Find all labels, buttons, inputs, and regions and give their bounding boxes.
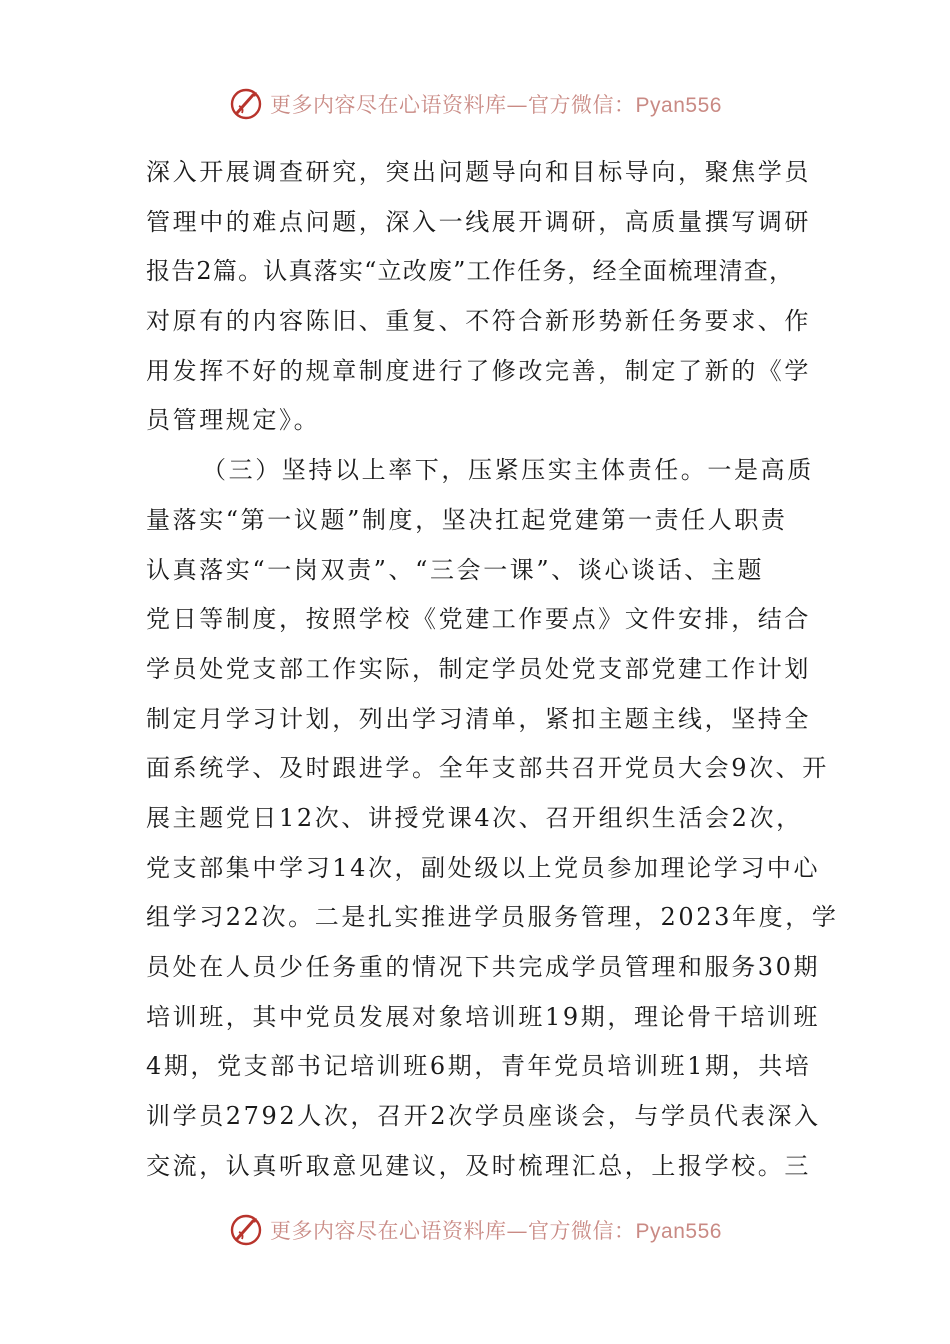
body-line: 对原有的内容陈旧、重复、不符合新形势新任务要求、作 <box>146 307 811 336</box>
body-line: 认真落实“一岗双责”、“三会一课”、谈心谈话、主题 <box>146 555 765 584</box>
body-line: 报告2篇。认真落实“立改废”工作任务，经全面梳理清查， <box>146 257 795 286</box>
body-line: 4期，党支部书记培训班6期，青年党员培训班1期，共培 <box>146 1052 812 1081</box>
body-line: 党支部集中学习14次，副处级以上党员参加理论学习中心 <box>146 853 821 882</box>
header-wechat-id: Pyan556 <box>635 94 722 117</box>
body-line: 展主题党日12次、讲授党课4次、召开组织生活会2次， <box>146 803 803 832</box>
body-line: 员处在人员少任务重的情况下共完成学员管理和服务30期 <box>146 953 821 981</box>
body-line: 深入开展调查研究，突出问题导向和目标导向，聚焦学员 <box>146 158 811 186</box>
body-line: 交流，认真听取意见建议，及时梳理汇总，上报学校。三 <box>146 1151 811 1180</box>
pen-seal-logo-icon <box>228 1212 264 1248</box>
body-line: 用发挥不好的规章制度进行了修改完善，制定了新的《学 <box>146 356 811 385</box>
body-line: 员管理规定》。 <box>146 406 321 435</box>
body-line: 培训班，其中党员发展对象培训班19期，理论骨干培训班 <box>146 1002 821 1031</box>
body-line: 制定月学习计划，列出学习清单，紧扣主题主线，坚持全 <box>146 704 811 733</box>
footer-wechat-id: Pyan556 <box>635 1220 722 1243</box>
body-line: 学员处党支部工作实际，制定学员处党支部党建工作计划 <box>146 654 811 683</box>
body-line: 面系统学、及时跟进学。全年支部共召开党员大会9次、开 <box>146 754 829 783</box>
body-line: 党日等制度，按照学校《党建工作要点》文件安排，结合 <box>146 605 811 634</box>
header-banner <box>0 84 950 124</box>
body-line: 训学员2792人次，召开2次学员座谈会，与学员代表深入 <box>146 1102 821 1131</box>
paragraph-start-line: （三）坚持以上率下，压紧压实主体责任。一是高质 <box>202 456 814 485</box>
body-line: 量落实“第一议题”制度，坚决扛起党建第一责任人职责 <box>146 505 788 534</box>
body-line: 组学习22次。二是扎实推进学员服务管理，2023年度，学 <box>146 903 839 932</box>
footer-banner-text: 更多内容尽在心语资料库—官方微信：Pyan556 <box>270 1219 722 1243</box>
body-line: 管理中的难点问题，深入一线展开调研，高质量撰写调研 <box>146 207 811 236</box>
footer-banner <box>0 1210 950 1250</box>
document-body <box>146 148 839 1191</box>
header-banner-text: 更多内容尽在心语资料库—官方微信：Pyan556 <box>270 93 722 117</box>
pen-seal-logo-icon <box>228 86 264 122</box>
